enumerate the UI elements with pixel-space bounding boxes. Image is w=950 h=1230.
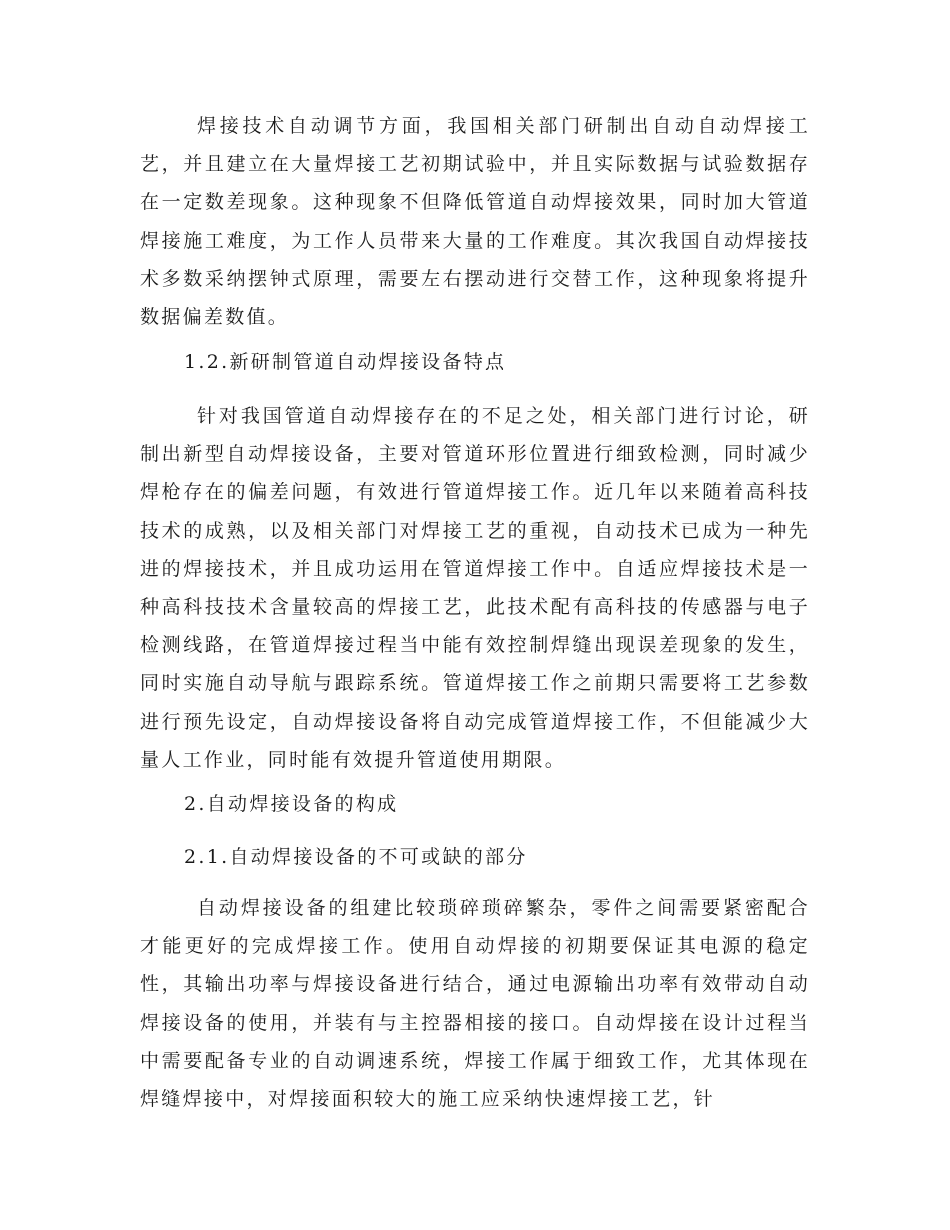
heading-2: 2.自动焊接设备的构成 xyxy=(184,793,399,815)
paragraph-welding-adjustment: 焊接技术自动调节方面，我国相关部门研制出自动自动焊接工艺，并且建立在大量焊接工艺初期试验中，并且实际数据与试验数据存在一定数差现象。这种现象不但降低管道自动焊接效果，同时加大管道焊接施工难度，为工作人员带来大量的工作难度。其次我国自动焊接技术多数采纳摆钟式原理，需要左右摆动进行交替工作，这种现象将提升数据偏差数值。 xyxy=(140,115,810,329)
paragraph-equipment-components: 自动焊接设备的组建比较琐碎琐碎繁杂，零件之间需要紧密配合才能更好的完成焊接工作。使用自动焊接的初期要保证其电源的稳定性，其输出功率与焊接设备进行结合，通过电源输出功率有效带动自动焊接设备的使用，并装有与主控器相接的接口。自动焊接在设计过程当中需要配备专业的自动调速系统，焊接工作属于细致工作，尤其体现在焊缝焊接中，对焊接面积较大的施工应采纳快速焊接工艺，针 xyxy=(140,897,810,1111)
heading-1-2: 1.2.新研制管道自动焊接设备特点 xyxy=(184,351,507,373)
heading-2-1: 2.1.自动焊接设备的不可或缺的部分 xyxy=(184,846,528,868)
paragraph-new-equipment: 针对我国管道自动焊接存在的不足之处，相关部门进行讨论，研制出新型自动焊接设备，主要对管道环形位置进行细致检测，同时减少焊枪存在的偏差问题，有效进行管道焊接工作。近几年以来随着高科技技术的成熟，以及相关部门对焊接工艺的重视，自动技术已成为一种先进的焊接技术，并且成功运用在管道焊接工作中。自适应焊接技术是一种高科技技术含量较高的焊接工艺，此技术配有高科技的传感器与电子检测线路，在管道焊接过程当中能有效控制焊缝出现误差现象的发生，同时实施自动导航与跟踪系统。管道焊接工作之前期只需要将工艺参数进行预先设定，自动焊接设备将自动完成管道焊接工作，不但能减少大量人工作业，同时能有效提升管道使用期限。 xyxy=(140,405,810,771)
